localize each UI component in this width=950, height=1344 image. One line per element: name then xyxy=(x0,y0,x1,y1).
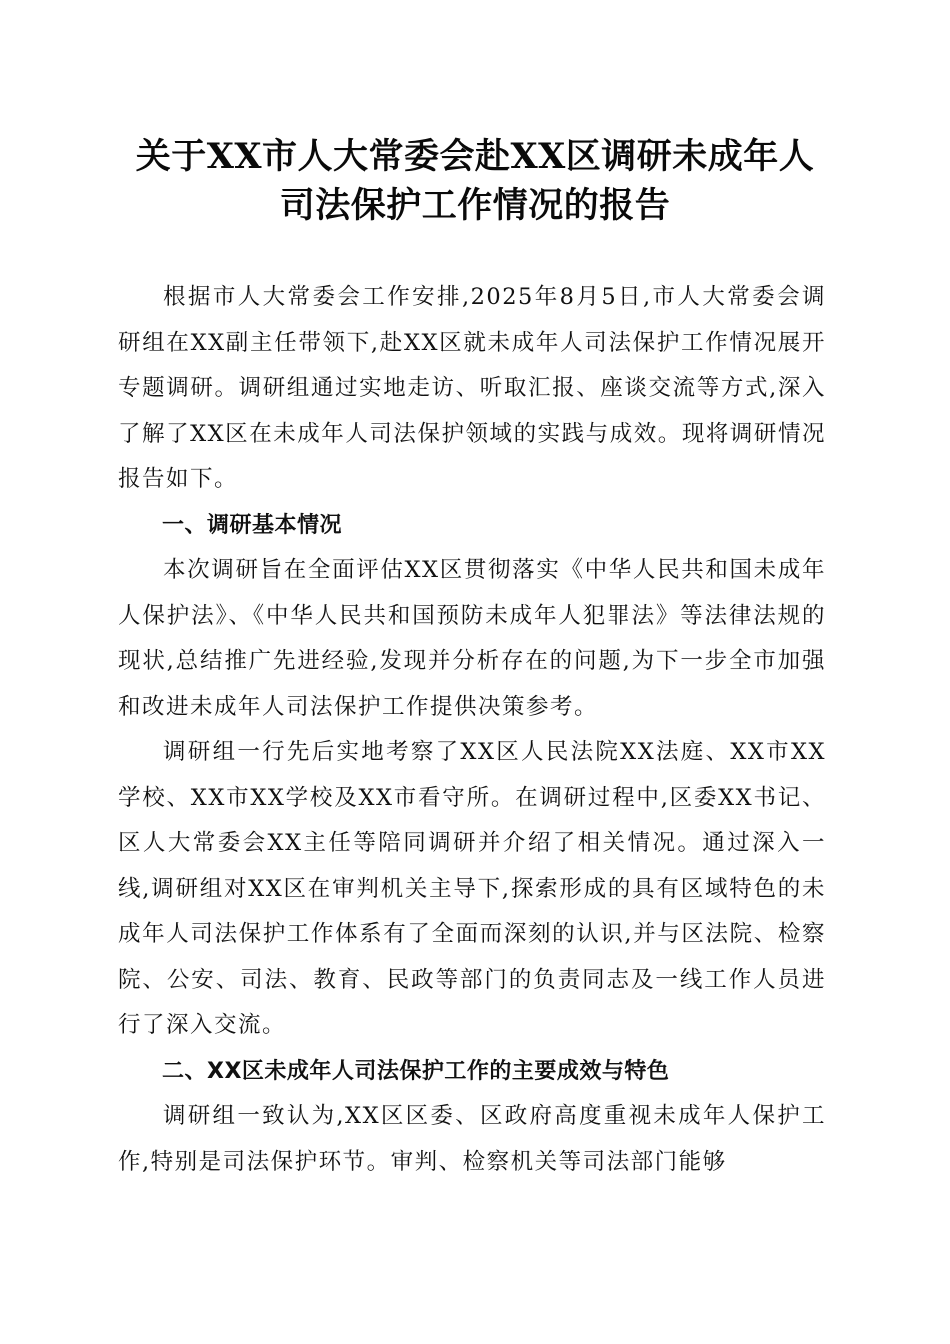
section-1-paragraph-2: 调研组一行先后实地考察了XX区人民法院XX法庭、XX市XX学校、XX市XX学校及XX市看守所。在调研过程中,区委XX书记、区人大常委会XX主任等陪同调研并介绍了相关情况。通过深入一线,调研组对XX区在审判机关主导下,探索形成的具有区域特色的未成年人司法保护工作体系有了全面而深刻的认识,并与区法院、检察院、公安、司法、教育、民政等部门的负责同志及一线工作人员进行了深入交流。 xyxy=(118,739,826,1038)
intro-paragraph: 根据市人大常委会工作安排,2025年8月5日,市人大常委会调研组在XX副主任带领下,赴XX区就未成年人司法保护工作情况展开专题调研。调研组通过实地走访、听取汇报、座谈交流等方式,深入了解了XX区在未成年人司法保护领域的实践与成效。现将调研情况报告如下。 xyxy=(118,284,826,492)
section-1-paragraph-1: 本次调研旨在全面评估XX区贯彻落实《中华人民共和国未成年人保护法》、《中华人民共和国预防未成年人犯罪法》等法律法规的现状,总结推广先进经验,发现并分析存在的问题,为下一步全市加强和改进未成年人司法保护工作提供决策参考。 xyxy=(118,557,826,720)
section-2-paragraph-1: 调研组一致认为,XX区区委、区政府高度重视未成年人保护工作,特别是司法保护环节。审判、检察机关等司法部门能够 xyxy=(118,1103,826,1175)
document-body xyxy=(118,275,826,1185)
section-heading-2: 二、XX区未成年人司法保护工作的主要成效与特色 xyxy=(162,1058,670,1084)
document-title xyxy=(100,132,850,230)
title-line-2: 司法保护工作情况的报告 xyxy=(279,185,671,226)
title-line-1: 关于XX市人大常委会赴XX区调研未成年人 xyxy=(135,136,815,177)
section-heading-1: 一、调研基本情况 xyxy=(162,512,343,538)
